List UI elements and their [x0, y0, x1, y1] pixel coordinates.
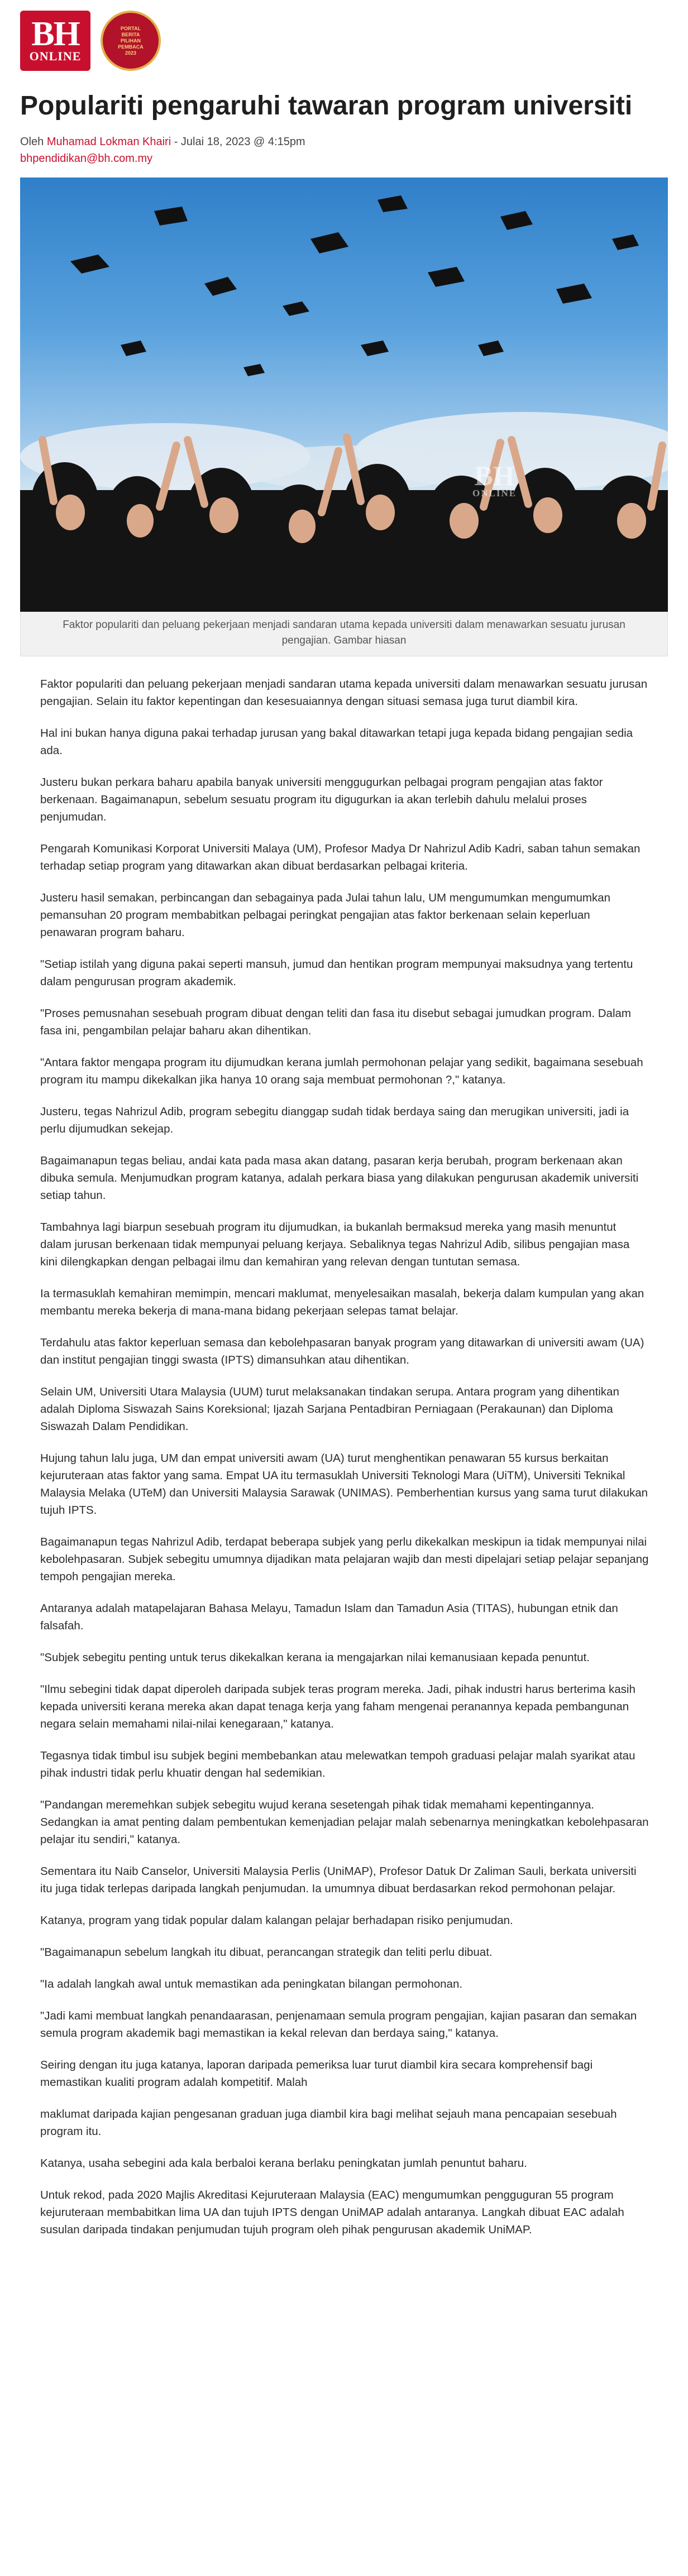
byline-prefix: Oleh	[20, 136, 44, 148]
article-paragraph: Bagaimanapun tegas Nahrizul Adib, terdapat beberapa subjek yang perlu dikekalkan meskipun ia tidak mempunyai nilai kebolehpasaran. Subjek sebegitu umumnya dijadikan mata pelajaran wajib dan mesti dipelajari setiap pelajar sepanjang tempoh pengajian mereka.	[40, 1536, 649, 1583]
badge-line: BERITA	[121, 31, 140, 37]
watermark-sub: ONLINE	[472, 488, 517, 498]
article-paragraph: "Subjek sebegitu penting untuk terus dikekalkan kerana ia mengajarkan nilai kemanusiaan kepada penuntut.	[40, 1651, 590, 1664]
article-paragraph: Terdahulu atas faktor keperluan semasa dan kebolehpasaran banyak program yang ditawarkan di universiti awam (UA) dan institut pengajian tinggi swasta (IPTS) dimansuhkan atau dihentikan.	[40, 1336, 644, 1366]
article-paragraph: "Bagaimanapun sebelum langkah itu dibuat, perancangan strategik dan teliti perlu dibuat.	[40, 1946, 493, 1959]
article-paragraph: "Proses pemusnahan sesebuah program dibuat dengan teliti dan fasa itu disebut sebagai jumudkan program. Dalam fasa ini, pengambilan pelajar baharu akan dihentikan.	[40, 1007, 631, 1037]
badge-line: PEMBACA	[118, 44, 144, 50]
logo-main-text: BH	[31, 15, 79, 53]
article-paragraph: "Ilmu sebegini tidak dapat diperoleh daripada subjek teras program mereka. Jadi, pihak industri harus berterima kasih kepada universiti kerana mereka akan dapat tenaga kerja yang faham mengenai peranannya kepada pembangunan negara selain memahami nilai-nilai kenegaraan," katanya.	[40, 1683, 636, 1730]
article-paragraph: Katanya, program yang tidak popular dalam kalangan pelajar berhadapan risiko penjumudan.	[40, 1914, 513, 1927]
article-paragraph: "Setiap istilah yang diguna pakai seperti mansuh, jumud dan hentikan program mempunyai maksudnya yang tertentu dalam pengurusan program akademik.	[40, 958, 633, 988]
award-badge-icon	[101, 11, 161, 71]
article-paragraph: Katanya, usaha sebegini ada kala berbaloi kerana berlaku peningkatan jumlah penuntut baharu.	[40, 2157, 527, 2170]
article-paragraph: maklumat daripada kajian pengesanan graduan juga diambil kira bagi melihat sejauh mana pencapaian sesebuah program itu.	[40, 2108, 617, 2138]
article-paragraph: Justeru hasil semakan, perbincangan dan sebagainya pada Julai tahun lalu, UM mengumumkan mengumumkan pemansuhan 20 program membabitkan pelbagai peringkat pengajian atas faktor berkenaan selain keperluan penawaran program baharu.	[40, 891, 611, 939]
site-header	[20, 10, 161, 71]
graduation-caps-illustration	[20, 178, 668, 612]
article-title: Populariti pengaruhi tawaran program universiti	[20, 91, 633, 121]
article-paragraph: "Jadi kami membuat langkah penandaarasan, penjenamaan semula program pengajian, kajian pasaran dan semakan semula program akademik bagi memastikan ia kekal relevan dan berdaya saing," katanya.	[40, 2009, 637, 2040]
article-paragraph: "Pandangan meremehkan subjek sebegitu wujud kerana sesetengah pihak tidak memahami kepentingannya. Sedangkan ia amat penting dalam pembentukan kemenjadian pelajar malah sebenarnya meningkatkan kebolehpasaran pelajar itu sendiri," katanya.	[40, 1798, 649, 1846]
article-paragraph: Hujung tahun lalu juga, UM dan empat universiti awam (UA) turut menghentikan penawaran 55 kursus berkaitan kejuruteraan atas faktor yang sama. Empat UA itu termasuklah Universiti Teknologi Mara (UiTM), Universiti Teknikal Malaysia Melaka (UTeM) dan Universiti Malaysia Sarawak (UNIMAS). Pemberhentian kursus yang sama turut dilakukan tujuh IPTS.	[40, 1452, 648, 1517]
logo-sub-text: ONLINE	[29, 49, 82, 63]
article-paragraph: Bagaimanapun tegas beliau, andai kata pada masa akan datang, pasaran kerja berubah, program berkenaan akan dibuka semula. Menjumudkan program katanya, adalah perkara biasa yang dilakukan pengurusan akademik universiti setiap tahun.	[40, 1154, 639, 1202]
hero-image	[20, 178, 668, 612]
article-paragraph: Hal ini bukan hanya diguna pakai terhadap jurusan yang bakal ditawarkan tetapi juga kepada bidang pengajian sedia ada.	[40, 727, 633, 757]
article-paragraph: Tegasnya tidak timbul isu subjek begini membebankan atau melewatkan tempoh graduasi pelajar malah syarikat atau pihak industri tidak perlu khuatir dengan hal sedemikian.	[40, 1749, 636, 1779]
article-paragraph: Seiring dengan itu juga katanya, laporan daripada pemeriksa luar turut diambil kira secara komprehensif bagi memastikan kualiti program adalah kompetitif. Malah	[40, 2059, 593, 2089]
article-paragraph: "Antara faktor mengapa program itu dijumudkan kerana jumlah permohonan pelajar yang sedikit, bagaimana sesebuah program itu mampu dikekalkan jika hanya 10 orang saja membuat permohonan ?," katanya.	[40, 1056, 643, 1086]
image-caption: Faktor populariti dan peluang pekerjaan menjadi sandaran utama kepada universiti dalam menawarkan sesuatu jurusan pengajian. Gambar hiasan	[20, 612, 668, 656]
image-watermark-logo	[472, 460, 517, 499]
author-email-link[interactable]: bhpendidikan@bh.com.my	[20, 152, 153, 165]
badge-line: PORTAL	[120, 25, 141, 31]
publish-date: - Julai 18, 2023 @ 4:15pm	[171, 136, 305, 148]
article-paragraph: Selain UM, Universiti Utara Malaysia (UUM) turut melaksanakan tindakan serupa. Antara program yang dihentikan adalah Diploma Siswazah Sains Koreksional; Ijazah Sarjana Pentadbiran Perniagaan (Perakaunan) dan Diploma Siswazah Dalam Pendidikan.	[40, 1385, 619, 1433]
article-paragraph: Justeru bukan perkara baharu apabila banyak universiti menggugurkan pelbagai program pengajian atas faktor berkenaan. Bagaimanapun, sebelum sesuatu program itu digugurkan ia akan terlebih dahulu melalui proses penjumudan.	[40, 776, 603, 823]
badge-line: 2023	[125, 50, 137, 56]
article-body	[40, 675, 649, 2253]
article-paragraph: Antaranya adalah matapelajaran Bahasa Melayu, Tamadun Islam dan Tamadun Asia (TITAS), hubungan etnik dan falsafah.	[40, 1602, 618, 1632]
watermark-main: BH	[474, 460, 515, 491]
article-paragraph: Sementara itu Naib Canselor, Universiti Malaysia Perlis (UniMAP), Profesor Datuk Dr Zaliman Sauli, berkata universiti itu juga tidak terlepas daripada langkah penjumudan. Ia umumnya dibuat berdasarkan rekod permohonan pelajar.	[40, 1865, 637, 1895]
article-paragraph: Ia termasuklah kemahiran memimpin, mencari maklumat, menyelesaikan masalah, bekerja dalam kumpulan yang akan membantu mereka bekerja di mana-mana bidang pekerjaan selepas tamat belajar.	[40, 1287, 644, 1317]
article-paragraph: Faktor populariti dan peluang pekerjaan menjadi sandaran utama kepada universiti dalam menawarkan sesuatu jurusan pengajian. Selain itu faktor kepentingan dan kesesuaiannya dengan situasi semasa juga turut diambil kira.	[40, 678, 648, 708]
article-byline	[20, 134, 305, 150]
article-paragraph: Justeru, tegas Nahrizul Adib, program sebegitu dianggap sudah tidak berdaya saing dan merugikan universiti, jadi ia perlu dijumudkan sekejap.	[40, 1105, 629, 1135]
badge-line: PILIHAN	[121, 37, 141, 44]
article-paragraph: "Ia adalah langkah awal untuk memastikan ada peningkatan bilangan permohonan.	[40, 1978, 463, 1990]
bh-online-logo[interactable]	[20, 11, 90, 71]
article-paragraph: Pengarah Komunikasi Korporat Universiti Malaya (UM), Profesor Madya Dr Nahrizul Adib Kadri, saban tahun semakan terhadap setiap program yang ditawarkan akan dibuat berdasarkan pelbagai kriteria.	[40, 842, 641, 872]
article-paragraph: Untuk rekod, pada 2020 Majlis Akreditasi Kejuruteraan Malaysia (EAC) mengumumkan pengguguran 55 program kejuruteraan membabitkan lima UA dan tujuh IPTS dengan UniMAP adalah antaranya. Langkah dibuat EAC adalah susulan daripada tindakan penjumudan tujuh program oleh pihak pengurusan akademik UniMAP.	[40, 2189, 624, 2236]
article-paragraph: Tambahnya lagi biarpun sesebuah program itu dijumudkan, ia bukanlah bermaksud mereka yang masih menuntut dalam jurusan berkenaan tidak mempunyai peluang kerjaya. Sebaliknya tegas Nahrizul Adib, silibus pengajian masa kini dilengkapkan dengan pelbagai ilmu dan kemahiran yang relevan dengan tuntutan semasa.	[40, 1221, 630, 1268]
author-link[interactable]: Muhamad Lokman Khairi	[46, 136, 171, 148]
